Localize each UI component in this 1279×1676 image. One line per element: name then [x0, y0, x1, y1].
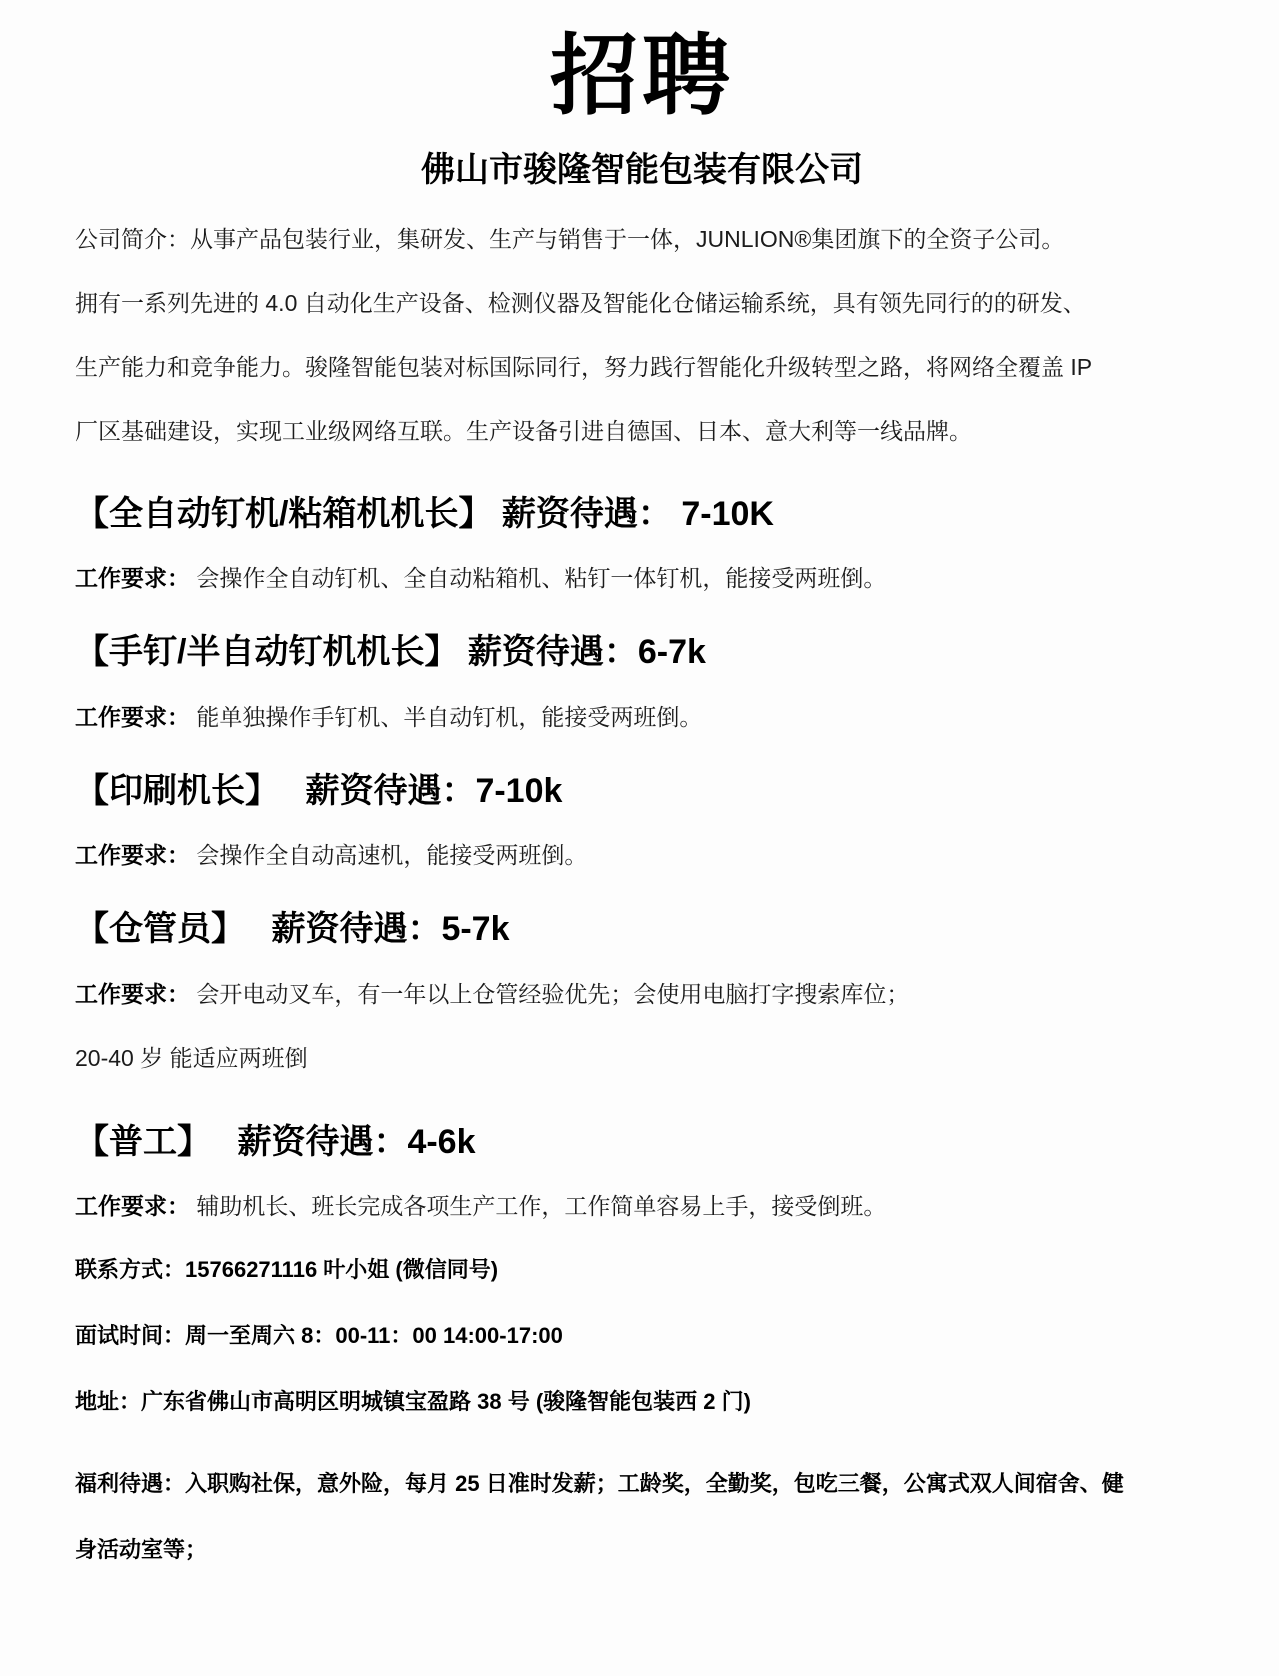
contact-phone: 15766271116 叶小姐 (微信同号) [185, 1257, 499, 1283]
address-line [75, 1387, 1209, 1417]
address-text: 广东省佛山市高明区明城镇宝盈路 38 号 (骏隆智能包装西 2 门) [141, 1389, 751, 1415]
intro-line: 厂区基础建设，实现工业级网络互联。生产设备引进自德国、日本、意大利等一线品牌。 [75, 417, 972, 444]
company-intro [75, 207, 1209, 463]
requirement-text: 能单独操作手钉机、半自动钉机，能接受两班倒。 [196, 703, 703, 730]
requirement-label: 工作要求： [75, 980, 190, 1007]
interview-time-line [75, 1321, 1209, 1351]
contact-label: 联系方式： [75, 1257, 186, 1283]
intro-line: 公司简介：从事产品包装行业，集研发、生产与销售于一体，JUNLION®集团旗下的全资子公司。 [75, 225, 1065, 252]
company-name: 佛山市骏隆智能包装有限公司 [421, 151, 863, 190]
interview-time: 周一至周六 8：00-11：00 14:00-17:00 [185, 1323, 563, 1349]
benefits-section [75, 1451, 1209, 1583]
requirement-text: 辅助机长、班长完成各项生产工作，工作简单容易上手，接受倒班。 [196, 1193, 887, 1220]
poster-title: 招聘 [549, 26, 734, 125]
job-title: 【仓管员】 薪资待遇：5-7k [75, 910, 510, 949]
job-title: 【手钉/半自动钉机机长】 薪资待遇：6-7k [75, 633, 706, 672]
job-section-warehouse-keeper [75, 908, 1209, 1073]
interview-label: 面试时间： [75, 1323, 186, 1349]
requirement-text: 会操作全自动钉机、全自动粘箱机、粘钉一体钉机，能接受两班倒。 [196, 565, 887, 592]
job-title: 【全自动钉机/粘箱机机长】 薪资待遇： 7-10K [75, 494, 774, 533]
benefits-line: 福利待遇：入职购社保，意外险，每月 25 日准时发薪；工龄奖，全勤奖，包吃三餐，公寓式双人间宿舍、健 [75, 1471, 1124, 1497]
job-section-printing-operator [75, 770, 1209, 871]
benefits-line: 身活动室等； [75, 1537, 208, 1563]
job-requirement [75, 563, 1209, 593]
job-requirement [75, 1191, 1209, 1221]
requirement-label: 工作要求： [75, 565, 190, 592]
job-section-hand-nailer [75, 631, 1209, 732]
job-title: 【印刷机长】 薪资待遇：7-10k [75, 771, 563, 810]
intro-line: 拥有一系列先进的 4.0 自动化生产设备、检测仪器及智能化仓储运输系统，具有领先同行的的研发、 [75, 289, 1086, 316]
requirement-text: 会操作全自动高速机，能接受两班倒。 [196, 842, 588, 869]
requirement-text: 会开电动叉车，有一年以上仓管经验优先；会使用电脑打字搜索库位； [196, 980, 910, 1007]
requirement-extra: 20-40 岁 能适应两班倒 [75, 1044, 308, 1071]
job-requirement [75, 702, 1209, 732]
requirement-label: 工作要求： [75, 1193, 190, 1220]
job-section-general-worker [75, 1121, 1209, 1222]
job-requirement [75, 979, 1209, 1009]
job-requirement [75, 840, 1209, 870]
job-section-fully-automatic-nailer [75, 493, 1209, 594]
address-label: 地址： [75, 1389, 142, 1415]
requirement-label: 工作要求： [75, 842, 190, 869]
contact-line [75, 1255, 1209, 1285]
intro-line: 生产能力和竞争能力。骏隆智能包装对标国际同行，努力践行智能化升级转型之路，将网络全覆盖 IP [75, 353, 1093, 380]
requirement-label: 工作要求： [75, 703, 190, 730]
job-title: 【普工】 薪资待遇：4-6k [75, 1122, 476, 1161]
